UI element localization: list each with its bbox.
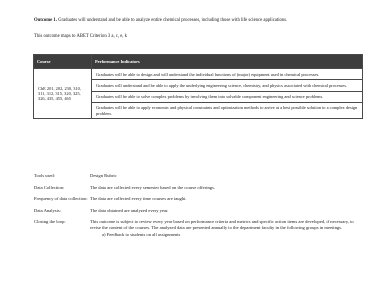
performance-table	[33, 54, 363, 119]
outcome-statement	[34, 18, 374, 24]
indicator-cell: Graduates will be able to solve complex problems by involving them into solvable component engineering and science problems.	[92, 91, 363, 102]
closing-label: Closing the loop:	[34, 219, 66, 225]
outcome-label: Outcome 1.	[34, 18, 57, 23]
collection-label: Data Collection:	[34, 184, 65, 190]
assessment-info	[34, 173, 364, 243]
outcome-text: Graduates will understand and be able to analyze entire chemical processes, including those with life science applications.	[56, 18, 288, 23]
course-list: ChE 201, 202, 230, 310, 311, 312, 315, 320, 325, 326, 435, 455, 465	[34, 69, 92, 119]
info-row-closing	[34, 219, 364, 243]
closing-sub-item: a) Feedback to students on all assignments	[102, 231, 181, 237]
info-row-analysis	[34, 208, 364, 220]
analysis-value: The data obtained are analyzed every year.	[90, 207, 169, 213]
closing-cell	[90, 219, 364, 243]
abet-mapping: This outcome maps to ABET Criterion 3 a, c, e, k	[34, 34, 127, 39]
indicator-cell: Graduates will be able to design and will understand the individual functions of (major) equipment used in chemical processes.	[92, 69, 363, 80]
info-row-collection	[34, 185, 364, 197]
analysis-label: Data Analysis:	[34, 207, 61, 213]
performance-table-header	[34, 55, 363, 69]
closing-value: This outcome is subject to review every year based on performance criteria and metrics and specific action items are developed, if necessary, to revise the content of the courses. The analyzed data are presented annually to the department faculty in the following groups in meetings.	[90, 219, 354, 230]
info-row-frequency	[34, 196, 364, 208]
collection-value: The data are collected every semester based on the course offerings.	[90, 184, 216, 190]
table-row	[34, 69, 363, 80]
frequency-value: The data are collected every time courses are taught.	[90, 196, 187, 202]
indicator-cell: Graduates will be able to apply economic and physical constraints and optimization methods to arrive at a best possible solution to a complex design problem.	[92, 102, 363, 119]
frequency-label: Frequency of data collection:	[34, 196, 88, 202]
tools-value: Design Rubric	[90, 173, 117, 178]
info-row-tools	[34, 173, 364, 185]
indicator-cell: Graduates will understand and be able to apply the underlying engineering science, chemistry, and physics associated with chemical processes.	[92, 80, 363, 91]
course-header: Course	[34, 55, 92, 69]
indicators-header: Performance Indicators	[92, 55, 363, 69]
tools-label: Tools used:	[34, 173, 55, 178]
